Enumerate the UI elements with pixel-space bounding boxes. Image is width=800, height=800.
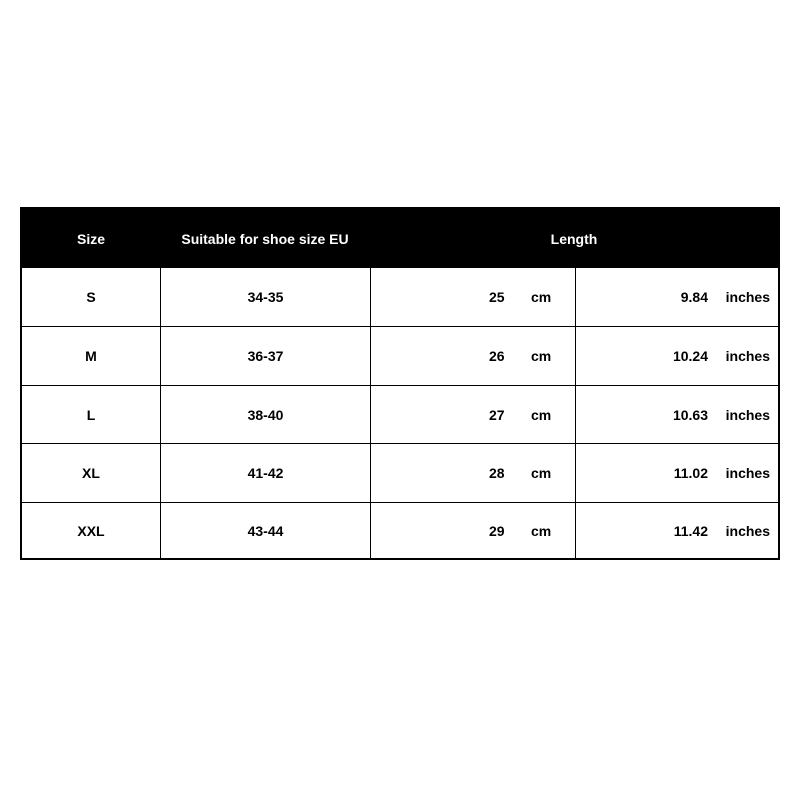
size-cell: S [86,289,96,305]
length-inches-value: 10.24 [672,348,708,364]
shoe-size-cell: 43-44 [160,503,370,558]
size-cell: L [86,406,96,423]
length-cm-value: 25 [489,289,505,305]
inches-unit: inches [725,465,770,481]
length-cm-cell [370,444,575,502]
length-inches-cell [575,503,778,558]
table-row [22,385,778,443]
inches-unit: inches [725,289,770,305]
length-cm-value: 29 [489,522,505,539]
length-cm-cell [370,268,575,326]
length-inches-value: 11.02 [673,465,708,481]
length-inches-value: 9.84 [680,289,708,305]
inches-unit: inches [725,348,770,364]
inches-unit: inches [725,406,770,423]
length-cm-value: 28 [489,465,505,481]
length-cm-value: 26 [489,348,505,364]
cm-unit: cm [531,289,552,305]
shoe-size-cell: 34-35 [160,268,370,326]
header-length: Length [550,230,598,247]
size-cell: XL [82,465,100,481]
length-inches-cell [575,386,778,443]
shoe-size-cell: 38-40 [160,386,370,443]
table-row [22,502,778,558]
length-inches-cell [575,444,778,502]
table-row [22,443,778,502]
cm-unit: cm [531,348,552,364]
length-inches-value: 10.63 [672,406,708,423]
length-cm-cell [370,503,575,558]
length-inches-value: 11.42 [673,522,708,539]
size-cell: M [85,348,97,364]
size-cell: XXL [77,522,105,539]
table-row [22,268,778,326]
inches-unit: inches [725,522,770,539]
cm-unit: cm [531,406,552,423]
shoe-size-cell: 41-42 [160,444,370,502]
cm-unit: cm [531,465,552,481]
length-inches-cell [575,268,778,326]
length-cm-value: 27 [489,406,505,423]
table-header-row [22,209,778,268]
length-cm-cell [370,386,575,443]
shoe-size-cell: 36-37 [160,327,370,385]
length-inches-cell [575,327,778,385]
table-row [22,326,778,385]
size-chart-table [20,207,780,560]
length-cm-cell [370,327,575,385]
cm-unit: cm [531,522,552,539]
header-shoe-size: Suitable for shoe size EU [181,230,349,247]
header-size: Size [76,230,105,247]
